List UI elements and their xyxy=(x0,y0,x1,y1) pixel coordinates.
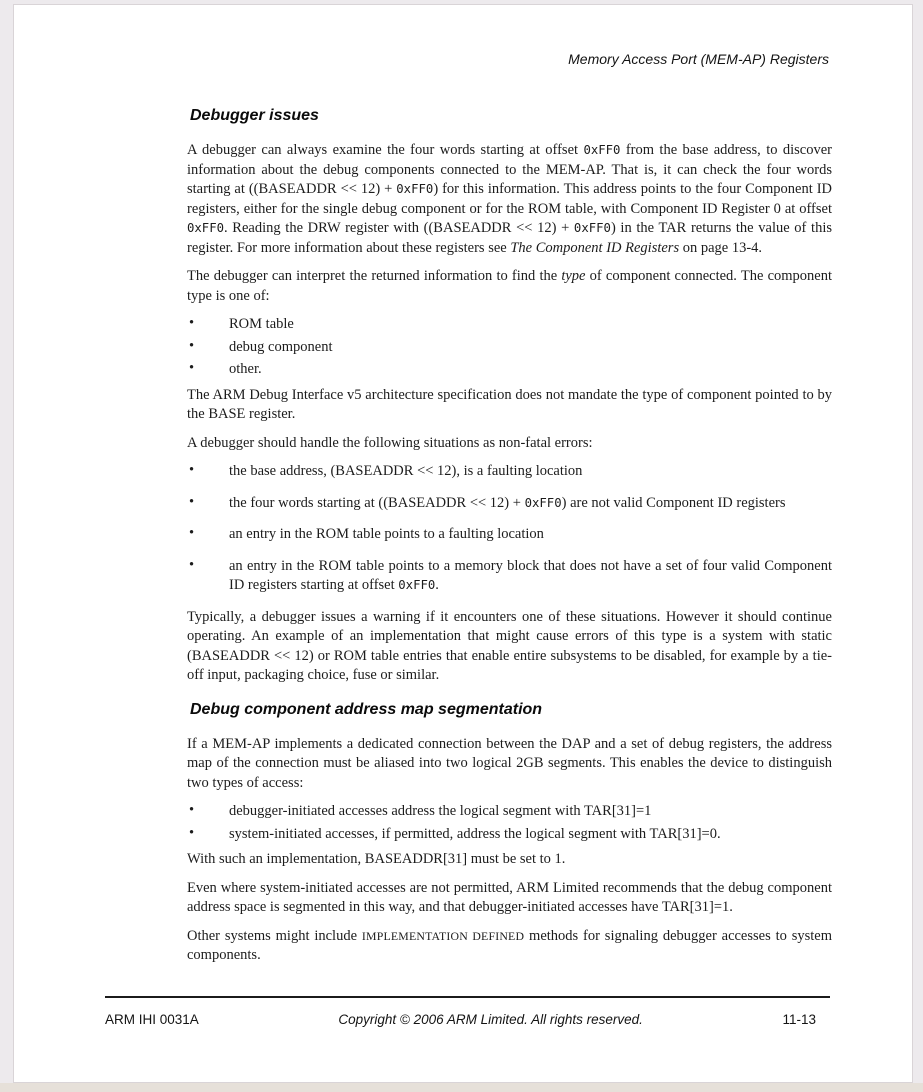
code-literal: 0xFF0 xyxy=(398,578,436,592)
footer-document-id: ARM IHI 0031A xyxy=(105,1012,199,1027)
text-run: ) for this information. This address points to the four Component ID registers, either for the single debug component or for the ROM table, with Component ID Register 0 at offset xyxy=(187,181,832,217)
list-item xyxy=(187,338,832,358)
list-item xyxy=(187,360,832,380)
text-run: The debugger can interpret the returned information to find the xyxy=(187,268,562,284)
paragraph xyxy=(187,386,832,425)
code-literal: 0xFF0 xyxy=(573,221,611,235)
paragraph xyxy=(187,608,832,686)
text-run: ROM table xyxy=(229,316,294,332)
paragraph xyxy=(187,850,832,870)
list-item xyxy=(187,557,832,596)
code-literal: 0xFF0 xyxy=(524,495,562,510)
bullet-marker: • xyxy=(189,525,195,541)
text-run: debugger-initiated accesses address the logical segment with TAR[31]=1 xyxy=(229,803,652,819)
list-item xyxy=(187,462,832,482)
text-run: from the base address, to discover information about the debug components connected to the MEM-AP. That is, it can check the four words starting at ((BASEADDR << 12) + xyxy=(187,142,832,197)
italic-term: The Component ID Registers xyxy=(510,239,680,256)
text-run: other. xyxy=(229,361,262,377)
bullet-marker: • xyxy=(189,315,195,331)
bullet-marker: • xyxy=(189,462,195,478)
page-footer xyxy=(105,1012,830,1027)
footer-page-number: 11-13 xyxy=(782,1012,816,1027)
code-literal: 0xFF0 xyxy=(187,221,225,235)
footer-rule xyxy=(105,996,830,998)
section-heading: Debugger issues xyxy=(190,107,319,124)
italic-term: type xyxy=(561,268,586,284)
list-item xyxy=(187,494,832,514)
paragraph xyxy=(187,267,832,306)
bullet-marker: • xyxy=(189,337,195,354)
bullet-marker: • xyxy=(189,824,195,841)
text-run: A debugger should handle the following situations as non-fatal errors: xyxy=(187,434,593,451)
text-run: methods for signaling debugger accesses to system components. xyxy=(187,927,833,963)
bullet-marker: • xyxy=(189,802,195,818)
bullet-list xyxy=(187,802,832,844)
text-run: on page 13-4. xyxy=(679,239,763,256)
list-item xyxy=(187,525,832,545)
text-run: The ARM Debug Interface v5 architecture specification does not mandate the type of component pointed to by the BASE register. xyxy=(187,386,832,422)
paragraph xyxy=(187,927,832,966)
page-content xyxy=(187,92,832,975)
text-run: ) are not valid Component ID registers xyxy=(561,494,786,511)
text-run: an entry in the ROM table points to a faulting location xyxy=(229,526,544,542)
text-run: debug component xyxy=(229,338,333,355)
running-header: Memory Access Port (MEM-AP) Registers xyxy=(568,51,829,67)
text-run: Typically, a debugger issues a warning if it encounters one of these situations. However it should continue operating. An example of an implementation that might cause errors of this type is a system with static (BASEADDR << 12) or ROM table entries that enable entire subsystems to be disabled, for example by a tie-off input, packaging choice, fuse or similar. xyxy=(187,608,832,683)
bullet-list xyxy=(187,462,832,596)
list-item xyxy=(187,802,832,822)
paragraph xyxy=(187,735,832,794)
list-item xyxy=(187,825,832,845)
text-run: With such an implementation, BASEADDR[31] must be set to 1. xyxy=(187,851,566,867)
bullet-list xyxy=(187,315,832,380)
paragraph xyxy=(187,879,832,918)
paragraph xyxy=(187,141,832,258)
footer-copyright: Copyright © 2006 ARM Limited. All rights reserved. xyxy=(338,1012,643,1027)
text-run: . xyxy=(435,577,439,593)
text-run: Other systems might include xyxy=(187,927,362,944)
bullet-marker: • xyxy=(189,493,195,510)
text-run: A debugger can always examine the four words starting at offset xyxy=(187,142,584,158)
text-run: system-initiated accesses, if permitted, address the logical segment with TAR[31]=0. xyxy=(229,825,721,842)
scan-background-strip xyxy=(0,1083,923,1092)
text-run: ) in the TAR returns the value of this register. For more information about these registers see xyxy=(187,220,832,256)
smallcaps-term: IMPLEMENTATION DEFINED xyxy=(361,928,525,943)
bullet-marker: • xyxy=(189,556,195,573)
text-run: of component connected. The component type is one of: xyxy=(187,268,832,304)
text-run: the base address, (BASEADDR << 12), is a faulting location xyxy=(229,463,583,479)
text-run: If a MEM-AP implements a dedicated connection between the DAP and a set of debug registers, the address map of the connection must be aliased into two logical 2GB segments. This enables the device to distinguish two types of access: xyxy=(187,735,832,791)
list-item xyxy=(187,315,832,335)
code-literal: 0xFF0 xyxy=(583,143,621,157)
paragraph xyxy=(187,434,832,454)
text-run: an entry in the ROM table points to a memory block that does not have a set of four valid Component ID registers starting at offset xyxy=(229,557,832,593)
document-page xyxy=(13,4,913,1083)
code-literal: 0xFF0 xyxy=(396,182,434,196)
bullet-marker: • xyxy=(189,360,195,376)
text-run: . Reading the DRW register with ((BASEADDR << 12) + xyxy=(224,220,574,236)
text-run: Even where system-initiated accesses are not permitted, ARM Limited recommends that the debug component address space is segmented in this way, and that debugger-initiated accesses have TAR[31]=1. xyxy=(187,879,832,915)
text-run: the four words starting at ((BASEADDR << 12) + xyxy=(229,494,525,511)
section-heading: Debug component address map segmentation xyxy=(190,700,543,718)
